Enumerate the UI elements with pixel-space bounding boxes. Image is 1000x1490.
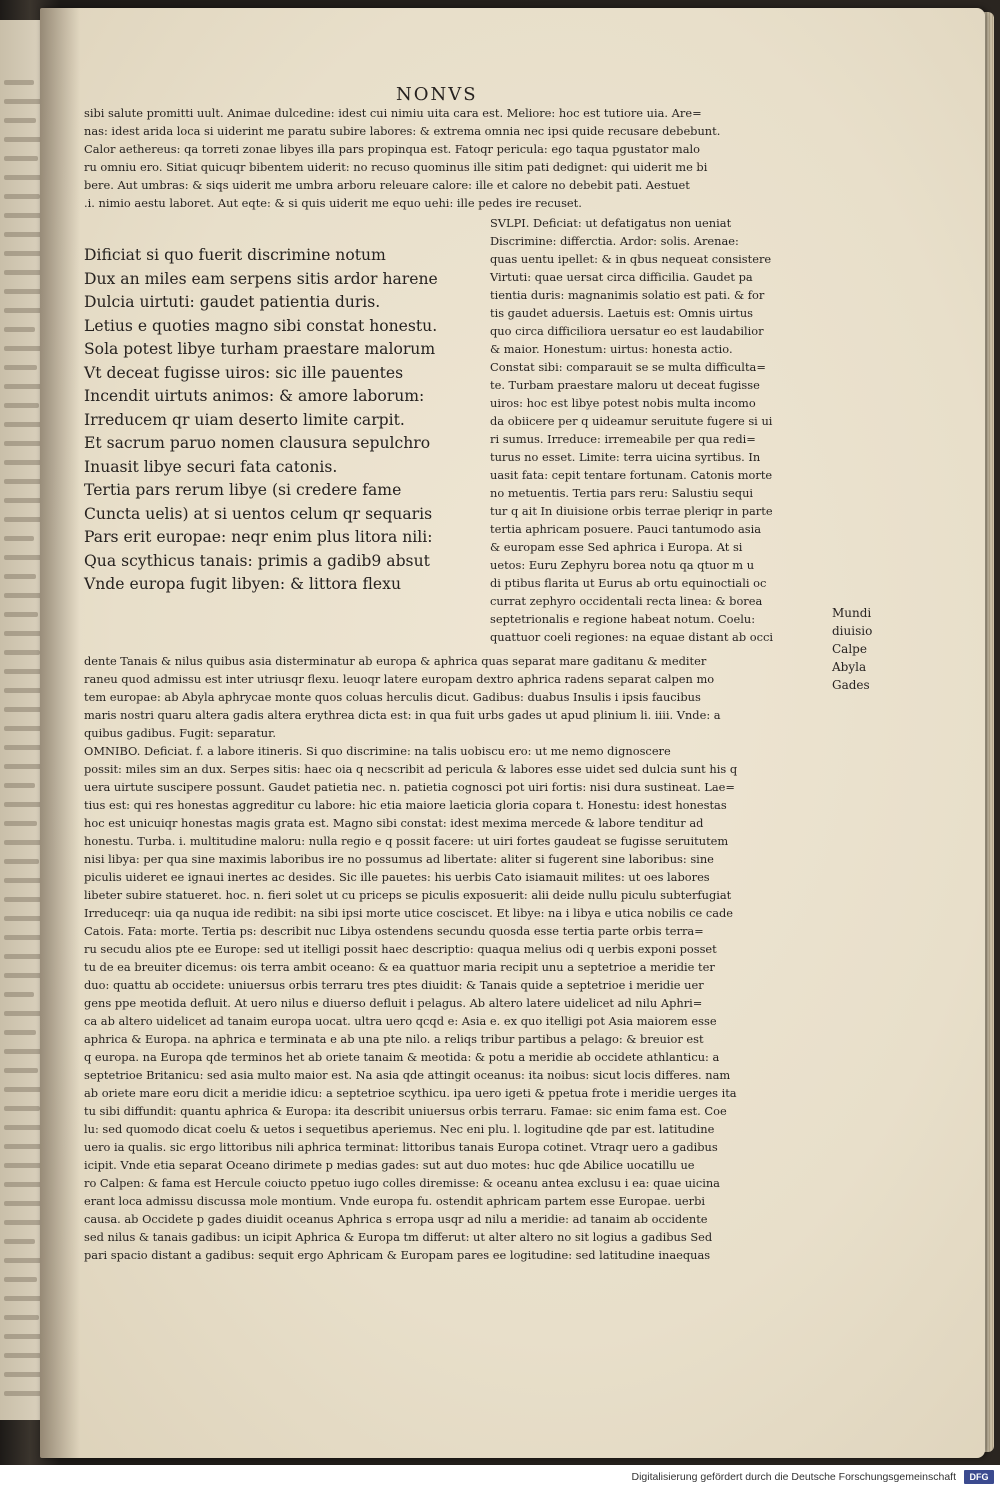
commentary-line: quas uentu ipellet: & in qbus nequeat consistere	[490, 252, 772, 266]
ghost-text-line	[4, 897, 41, 902]
commentary-line: q europa. na Europa qde terminos het ab oriete tanaim & meotida: & potu a meridie ab occidete athlanticu: a	[84, 1050, 720, 1064]
commentary-line: erant loca admissu discussa mole montium. Vnde europa fu. ostendit aphricam partem esse Europae. uerbi	[84, 1194, 706, 1208]
footer-bar	[0, 1465, 1000, 1490]
commentary-line: tu sibi diffundit: quantu aphrica & Europa: ita describit uniuersus orbis terraru. Famae: sic enim fama est. Coe	[84, 1104, 727, 1118]
marginal-note: Mundi	[832, 606, 872, 620]
ghost-text-line	[4, 992, 34, 997]
marginal-note: diuisio	[832, 624, 873, 638]
running-header: NONVS	[396, 84, 478, 105]
dfg-logo: DFG	[964, 1470, 994, 1484]
ghost-text-line	[4, 612, 38, 617]
commentary-line: Virtuti: quae uersat circa difficilia. Gaudet pa	[490, 270, 753, 284]
commentary-line: septetrioe Britanicu: sed asia multo maior est. Na asia qde attingit oceanus: ita noibus: sicut locis differes. nam	[84, 1068, 731, 1082]
ghost-text-line	[4, 935, 43, 940]
commentary-line: duo: quattu ab occidete: uniuersus orbis terraru tres ptes diuidit: & Tanais quide a septetrioe i meridie uer	[84, 978, 704, 992]
commentary-line: piculis uideret ee ignaui inertes ac desides. Sic ille pauetes: his uerbis Cato isiamauit milites: ut oes labores	[84, 870, 710, 884]
commentary-line: bere. Aut umbras: & siqs uiderit me umbra arboru releuare calore: ille et calore no debebit pati. Aestuet	[84, 178, 690, 192]
verse-line: Qua scythicus tanais: primis a gadib9 absut	[84, 551, 430, 570]
verse-line: Et sacrum paruo nomen clausura sepulchro	[84, 434, 431, 452]
commentary-line: sibi salute promitti uult. Animae dulcedine: idest cui nimiu uita cara est. Meliore: hoc est tutiore uia. Are=	[84, 106, 702, 120]
ghost-text-line	[4, 1106, 40, 1111]
verse-line: Cuncta uelis) at si uentos celum qr sequaris	[84, 504, 433, 523]
commentary-line: pari spacio distant a gadibus: sequit ergo Aphricam & Europam pares ee logitudine: sed latitudine inaequas	[84, 1248, 711, 1262]
ghost-text-line	[4, 1353, 41, 1358]
commentary-line: & europam esse Sed aphrica i Europa. At si	[490, 540, 743, 554]
footer-credit: Digitalisierung gefördert durch die Deutsche Forschungsgemeinschaft	[631, 1471, 956, 1483]
ghost-text-line	[4, 973, 45, 978]
marginal-note: Gades	[832, 678, 870, 692]
commentary-line: tis gaudet aduersis. Laetuis est: Omnis uirtus	[490, 306, 754, 320]
verse-line: Incendit uirtuts animos: & amore laborum:	[84, 387, 425, 405]
commentary-line: ca ab altero uidelicet ad tanaim europa uocat. ultra uero qcqd e: Asia e. ex quo itelligi pot Asia maiorem esse	[84, 1014, 717, 1028]
ghost-text-line	[4, 327, 35, 332]
marginal-notes	[832, 604, 872, 694]
right-commentary	[490, 214, 820, 646]
ghost-text-line	[4, 441, 41, 446]
ghost-text-line	[4, 479, 43, 484]
verse-line: Vt deceat fugisse uiros: sic ille pauentes	[84, 363, 404, 382]
ghost-text-line	[4, 365, 37, 370]
verse-line: Dux an miles eam serpens sitis ardor harene	[84, 269, 438, 288]
commentary-line: di ptibus flarita ut Eurus ab ortu equinoctiali oc	[490, 576, 767, 590]
commentary-line: no metuentis. Tertia pars reru: Salustiu sequi	[490, 486, 754, 500]
commentary-line: hoc est unicuiqr honestas magis grata est. Magno sibi constat: idest mexima mercede & labore tenditur ad	[84, 816, 704, 830]
commentary-line: nas: idest arida loca si uiderint me paratu subire labores: & extrema omnia nec ipsi quide recusare debebunt.	[84, 124, 721, 138]
commentary-line: icipit. Vnde etia separat Oceano dirimete p medias gades: sut aut duo motes: huc qde Abilice uocatillu ue	[84, 1158, 695, 1172]
commentary-line: quattuor coeli regiones: na equae distant ab occi	[490, 630, 773, 644]
ghost-text-line	[4, 156, 38, 161]
commentary-line: ru secudu alios pte ee Europe: sed ut itelligi possit haec descriptio: quaqua melius odi q uerbis exponi posset	[84, 942, 717, 956]
ghost-text-line	[4, 80, 34, 85]
marginal-note: Calpe	[832, 642, 867, 656]
ghost-text-line	[4, 1030, 36, 1035]
commentary-line: honestu. Turba. i. multitudine maloru: nulla regio e q possit facere: ut uiri fortes gaudeat se fugisse seruitutem	[84, 834, 729, 848]
verse-line: Sola potest libye turham praestare malorum	[84, 340, 436, 358]
commentary-line: ri sumus. Irreduce: irremeabile per qua redi=	[490, 432, 756, 446]
verse-line: Dulcia uirtuti: gaudet patientia duris.	[84, 293, 381, 311]
ghost-text-line	[4, 536, 34, 541]
commentary-line: da obiicere per q uideamur seruitute fugere si ui	[490, 414, 773, 428]
commentary-line: possit: miles sim an dux. Serpes sitis: haec oia q necscribit ad pericula & labores esse uidet sed dulcia sunt his q	[84, 762, 738, 776]
commentary-line: tertia aphricam posuere. Pauci tantumodo asia	[490, 522, 762, 536]
ghost-text-line	[4, 688, 42, 693]
ghost-text-line	[4, 1315, 39, 1320]
ghost-text-line	[4, 1068, 38, 1073]
commentary-line: tur q ait In diuisione orbis terrae pleriqr in parte	[490, 504, 773, 518]
commentary-line: Calor aethereus: qa torreti zonae libyes illa pars propinqua est. Fatoqr pericula: ego taqua pgustator malo	[84, 142, 700, 156]
top-commentary	[84, 104, 824, 212]
ghost-text-line	[4, 1277, 37, 1282]
commentary-line: OMNIBO. Deficiat. f. a labore itineris. Si quo discrimine: na talis uobiscu ero: ut me nemo dignoscere	[84, 744, 671, 758]
ghost-text-line	[4, 194, 40, 199]
commentary-line: uiros: hoc est libye potest nobis multa incomo	[490, 396, 756, 410]
commentary-line: raneu quod admissu est inter utriusqr flexu. leuoqr latere europam dextro aphrica radens separat calpen mo	[84, 672, 715, 686]
commentary-line: aphrica & Europa. na aphrica e terminata e ab una pte nilo. a reliqs tribur partibus a pelago: & breuior est	[84, 1032, 704, 1046]
commentary-line: ro Calpen: & fama est Hercule coiucto ppetuo iugo colles diremisse: & oceanu antea exclusu i ea: quae uicina	[84, 1176, 720, 1190]
commentary-line: uera uirtute suscipere possunt. Gaudet patietia nec. n. patietia cognosci pot uiri fortis: nisi dura sustineat. Lae=	[84, 780, 735, 794]
ghost-text-line	[4, 1239, 35, 1244]
verse-line: Irreducem qr uiam deserto limite carpit.	[84, 410, 405, 429]
verse-line: Dificiat si quo fuerit discrimine notum	[84, 246, 386, 264]
commentary-line: libeter subire statueret. hoc. n. fieri solet ut cu priceps se piculis exposuerit: alii deide nullu piculu subterfugiat	[84, 888, 732, 902]
commentary-line: sed nilus & tanais gadibus: un icipit Aphrica & Europa tm differut: ut alter altero no sit logius a gadibus Sed	[84, 1230, 713, 1244]
ghost-text-line	[4, 270, 44, 275]
ghost-text-line	[4, 1391, 43, 1396]
ghost-text-line	[4, 1182, 44, 1187]
ghost-text-line	[4, 726, 44, 731]
ghost-text-line	[4, 859, 39, 864]
commentary-line: uetos: Euru Zephyru borea notu qa qtuor m u	[490, 558, 755, 572]
verse-line: Letius e quoties magno sibi constat honestu.	[84, 316, 438, 335]
commentary-line: uasit fata: cepit tentare fortunam. Catonis morte	[490, 468, 773, 482]
commentary-line: Irreduceqr: uia qa nuqua ide redibit: na sibi ipsi morte utice cosciscet. Et libye: na i libya e utica nobilis ce cade	[84, 906, 734, 920]
commentary-line: Catois. Fata: morte. Tertia ps: describit nuc Libya ostendens secundu quosda esse tertia parte orbis terra=	[84, 924, 704, 938]
commentary-line: tem europae: ab Abyla aphrycae monte quos coluas herculis dicut. Gadibus: duabus Insulis i ipsis faucibus	[84, 690, 701, 704]
commentary-line: quibus gadibus. Fugit: separatur.	[84, 726, 276, 740]
gutter-shadow	[40, 8, 80, 1458]
commentary-line: Discrimine: differctia. Ardor: solis. Arenae:	[490, 234, 739, 248]
ghost-text-line	[4, 574, 36, 579]
commentary-line: ab oriete mare eoru dicit a meridie idicu: a septetrioe scythicu. ipa uero igeti & ppetua frote i meridie uerges ita	[84, 1086, 737, 1100]
commentary-line: gens ppe meotida defluit. At uero nilus e diuerso defluit i pelagus. Ab altero latere uidelicet ad nilu Aphri=	[84, 996, 703, 1010]
commentary-line: dente Tanais & nilus quibus asia disterminatur ab europa & aphrica quas separat mare gaditanu & mediter	[84, 654, 707, 668]
commentary-line: & maior. Honestum: uirtus: honesta actio.	[490, 342, 733, 356]
verse-line: Inuasit libye securi fata catonis.	[84, 457, 338, 476]
commentary-line: maris nostri quaru altera gadis altera erythrea dicta est: in qua fuit urbs gades ut apud plinium li. iiii. Vnde: a	[84, 708, 721, 722]
commentary-line: tu de ea breuiter dicemus: ois terra ambit oceano: & ea quattuor maria recipit unu a septetrioe a meridie ter	[84, 960, 715, 974]
bottom-commentary	[84, 652, 824, 1264]
ghost-text-line	[4, 403, 39, 408]
ghost-text-line	[4, 1144, 42, 1149]
commentary-line: septetrionalis e regione habeat notum. Coelu:	[490, 612, 756, 626]
ghost-text-line	[4, 517, 45, 522]
marginal-note: Abyla	[832, 660, 867, 674]
commentary-line: quo circa difficiliora uersatur eo est laudabilior	[490, 324, 764, 338]
commentary-line: Constat sibi: comparauit se se multa difficulta=	[490, 360, 766, 374]
commentary-line: causa. ab Occidete p gades diuidit oceanus Aphrica s erropa usqr ad nilu a meridie: ad tanaim ab occidente	[84, 1212, 708, 1226]
ghost-text-line	[4, 232, 42, 237]
commentary-line: lu: sed quomodo dicat coelu & uetos i sequetibus aperiemus. Nec eni plu. l. logitudine qde par est. latitudine	[84, 1122, 715, 1136]
ghost-text-line	[4, 650, 40, 655]
verse-block	[84, 244, 484, 597]
commentary-line: currat zephyro occidentali recta linea: & borea	[490, 594, 763, 608]
verse-line: Vnde europa fugit libyen: & littora flexu	[84, 575, 401, 593]
verse-line: Tertia pars rerum libye (si credere fame	[84, 481, 402, 499]
commentary-line: tientia duris: magnanimis solatio est pati. & for	[490, 288, 765, 302]
commentary-line: .i. nimio aestu laboret. Aut eqte: & si quis uiderit me equo uehi: ille pedes ire recuset.	[84, 196, 582, 210]
commentary-line: SVLPI. Deficiat: ut defatigatus non ueniat	[490, 216, 732, 230]
commentary-line: uero ia qualis. sic ergo littoribus nili aphrica terminat: littoribus tanais Europa cotinet. Vtraqr uero a gadibus	[84, 1140, 718, 1154]
commentary-line: turus no esset. Limite: terra uicina syrtibus. In	[490, 450, 761, 464]
ghost-text-line	[4, 821, 37, 826]
commentary-line: te. Turbam praestare maloru ut deceat fugisse	[490, 378, 760, 392]
ghost-text-line	[4, 118, 36, 123]
commentary-line: tius est: qui res honestas aggreditur cu labore: hic etia maiore laeticia gloria copara t. Honestu: idest honestas	[84, 798, 727, 812]
commentary-line: nisi libya: per qua sine maximis laboribus ire no possumus ad libertate: aliter si fugerent sine laboribus: sine	[84, 852, 714, 866]
commentary-line: ru omniu ero. Sitiat quicuqr bibentem uiderit: no recuso quominus ille sitim pati dedignet: qui uiderit me bi	[84, 160, 708, 174]
verse-line: Pars erit europae: neqr enim plus litora nili:	[84, 528, 433, 546]
ghost-text-line	[4, 783, 35, 788]
